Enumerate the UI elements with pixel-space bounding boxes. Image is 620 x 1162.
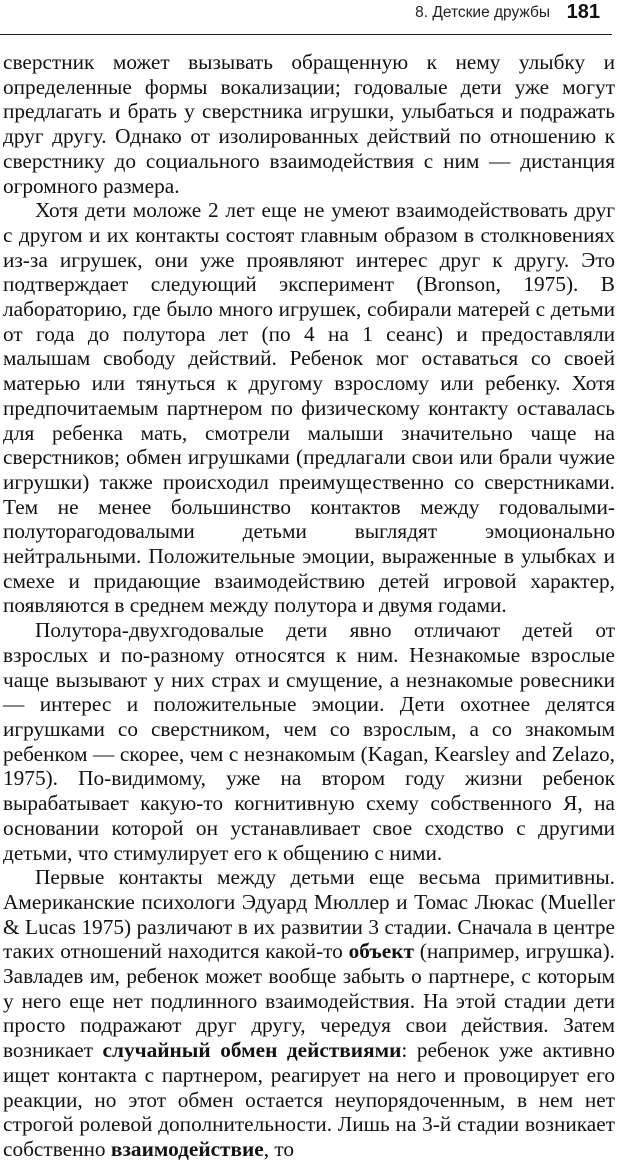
- page-header: [0, 0, 612, 35]
- page-number: 181: [566, 1, 600, 23]
- term-object: объект: [348, 939, 414, 964]
- page-body: [3, 50, 615, 1162]
- term-interaction: взаимодействие: [110, 1136, 264, 1161]
- paragraph-4-text-2: (например, игрушка). Завладев им, ребенок может вообще забыть о партнере, с которым у него еще нет подлинного взаимодействия. На этой стадии дети просто подражают друг другу, чередуя свои действия. Затем возникает: [3, 939, 615, 1063]
- paragraph-2: Хотя дети моложе 2 лет еще не умеют взаимодействовать друг с другом и их контакты состоят главным образом в столкновениях из-за игрушек, они уже проявляют интерес друг к другу. Это подтверждает следующий эксперимент (Bronson, 1975). В лабораторию, где было много игрушек, собирали матерей с детьми от года до полутора лет (по 4 на 1 сеанс) и предоставляли малышам свободу действий. Ребенок мог оставаться со своей матерью или тянуться к другому взрослому или ребенку. Хотя предпочитаемым партнером по физическому контакту оставалась для ребенка мать, смотрели малыши значительно чаще на сверстников; обмен игрушками (предлагали свои или брали чужие игрушки) также происходил преимущественно со сверстниками. Тем не менее большинство контактов между годовалыми-полуторагодовалыми детьми выглядят эмоционально нейтральными. Положительные эмоции, выраженные в улыбках и смехе и придающие взаимодействию детей игровой характер, появляются в среднем между полутора и двумя годами.: [3, 198, 615, 618]
- paragraph-4: [3, 865, 615, 1161]
- paragraph-1: сверстник может вызывать обращенную к нему улыбку и определенные формы вокализации; годовалые дети уже могут предлагать и брать у сверстника игрушки, улыбаться и подражать друг другу. Однако от изолированных действий по отношению к сверстнику до социального взаимодействия с ним — дистанция огромного размера.: [3, 50, 615, 198]
- paragraph-4-text-4: , то: [263, 1136, 295, 1161]
- paragraph-3: Полутора-двухгодовалые дети явно отличают детей от взрослых и по-разному относятся к ним. Незнакомые взрослые чаще вызывают у них страх и смущение, а незнакомые ровесники — интерес и положительные эмоции. Дети охотнее делятся игрушками со сверстником, чем со взрослым, а со знакомым ребенком — скорее, чем с незнакомым (Kagan, Kearsley and Zelazo, 1975). По-видимому, уже на втором году жизни ребенок вырабатывает какую-то когнитивную схему собственного Я, на основании которой он устанавливает свое сходство с другими детьми, что стимулирует его к общению с ними.: [3, 618, 615, 865]
- term-random-exchange: случайный обмен действиями: [102, 1038, 402, 1063]
- paragraph-4-text-1: Первые контакты между детьми еще весьма примитивны. Американские психологи Эдуард Мюллер и Томас Люкас (Mueller & Lucas 1975) различают в их развитии 3 стадии. Сначала в центре таких отношений находится какой-то: [3, 865, 615, 964]
- running-head: 8. Детские дружбы: [415, 4, 550, 21]
- paragraph-4-text-3: : ребенок уже активно ищет контакта с партнером, реагирует на него и провоцирует его реакции, но этот обмен остается неупорядоченным, в нем нет строгой ролевой дополнительности. Лишь на 3-й стадии возникает собственно: [3, 1038, 615, 1161]
